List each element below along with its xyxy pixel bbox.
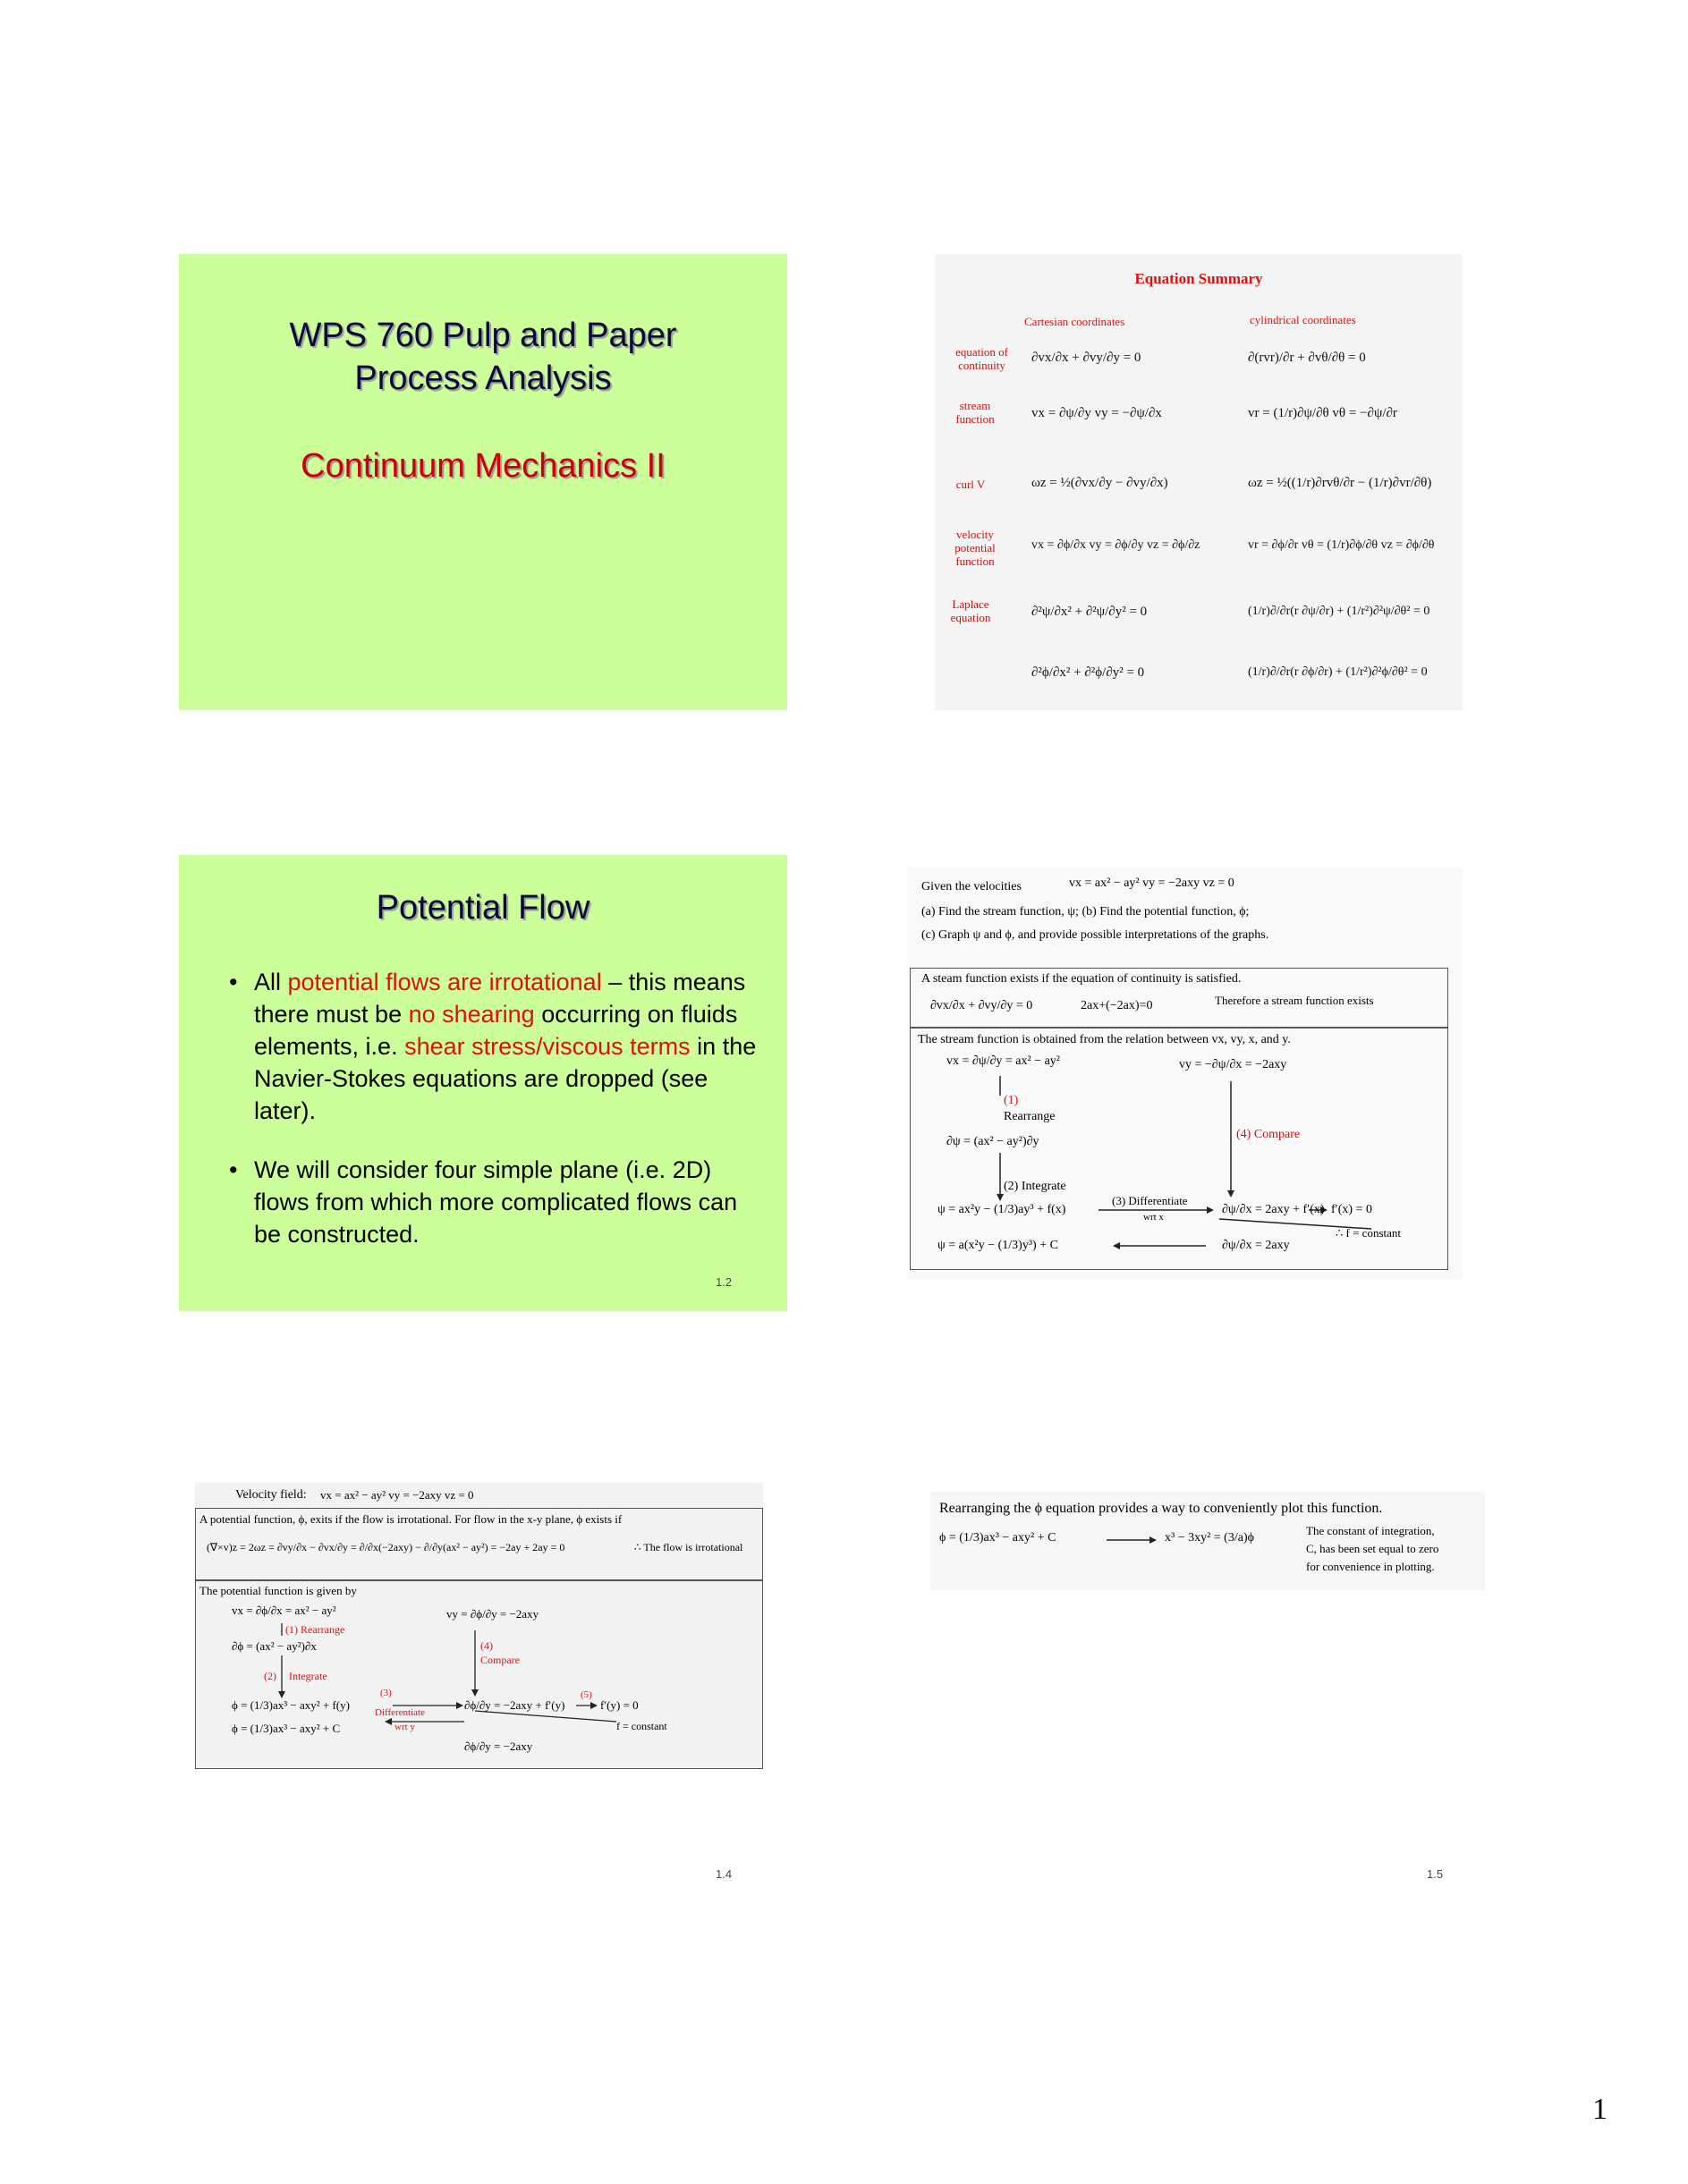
bullet1-part-g: in the Navier-Stokes equations are dropped (see later). <box>254 1033 757 1124</box>
plot-arrow <box>1105 1535 1158 1545</box>
course-title-line1: WPS 760 Pulp and Paper <box>289 317 677 354</box>
vx-stream-eq: vx = ∂ψ/∂y = ax² − ay² <box>946 1054 1060 1068</box>
lecture-subtitle: Continuum Mechanics II <box>301 447 666 485</box>
eq-potential-cylindrical: vr = ∂ϕ/∂r vθ = (1/r)∂ϕ/∂θ vz = ∂ϕ/∂θ <box>1248 538 1435 552</box>
eq-continuity-cartesian: ∂vx/∂x + ∂vy/∂y = 0 <box>1031 351 1141 365</box>
slide-page-number: 1.2 <box>716 1275 733 1289</box>
pstep2-label: Integrate <box>289 1670 327 1682</box>
row-label-continuity: equation of continuity <box>955 345 1008 372</box>
continuity-value: 2ax+(−2ax)=0 <box>1081 999 1153 1012</box>
derivation-box <box>910 1027 1448 1270</box>
relation-text: The stream function is obtained from the relation between vx, vy, x, and y. <box>918 1033 1291 1046</box>
col-header-cartesian: Cartesian coordinates <box>1024 315 1125 328</box>
phi-plot-eq: ϕ = (1/3)ax³ − axy² + C <box>939 1531 1056 1545</box>
step3-label: (3) Differentiate <box>1112 1194 1188 1207</box>
pstep3-num: (3) <box>380 1688 392 1698</box>
bullet-text-1 <box>254 966 757 1127</box>
bullet1-highlight-shear-stress: shear stress/viscous terms <box>404 1033 691 1060</box>
pstep1-label: (1) Rearrange <box>285 1623 345 1636</box>
phi-integrated-eq: ϕ = (1/3)ax³ − axy² + f(y) <box>232 1698 350 1712</box>
vy-potential-eq: vy = ∂ϕ/∂y = −2axy <box>446 1607 539 1621</box>
document-page-number: 1 <box>1592 2093 1607 2126</box>
bullet1-highlight-irrotational: potential flows are irrotational <box>287 969 602 995</box>
slide-page-number-15: 1.5 <box>1427 1867 1444 1881</box>
row-label-velocity-potential: velocity potential function <box>954 528 996 568</box>
given-velocities-eqs: vx = ax² − ay² vy = −2axy vz = 0 <box>1069 876 1234 890</box>
eq-stream-cylindrical: vr = (1/r)∂ψ/∂θ vθ = −∂ψ/∂r <box>1248 406 1397 420</box>
bullet-list <box>229 966 757 1250</box>
dpsi-eq: ∂ψ = (ax² − ay²)∂y <box>946 1135 1039 1148</box>
bullet1-part-e: occurring on fluids elements, i.e. <box>254 1001 738 1060</box>
bullet-dot: • <box>229 969 238 995</box>
pstep3-wrt: wrt y <box>394 1722 415 1732</box>
continuity-check-box <box>910 968 1448 1029</box>
bullet-item-1 <box>229 966 757 1127</box>
slide-page-number-14: 1.4 <box>716 1867 733 1881</box>
psi-integrated-eq: ψ = ax²y − (1/3)ay³ + f(x) <box>937 1203 1066 1216</box>
eq-continuity-cylindrical: ∂(rvr)/∂r + ∂vθ/∂θ = 0 <box>1248 351 1366 365</box>
rearranged-eq: x³ − 3xy² = (3/a)ϕ <box>1165 1531 1254 1545</box>
potential-flow-slide <box>179 855 787 1311</box>
rearranging-text: Rearranging the ϕ equation provides a way to conveniently plot this function. <box>939 1501 1383 1516</box>
note-line3: for convenience in plotting. <box>1306 1560 1435 1573</box>
col-header-cylindrical: cylindrical coordinates <box>1250 313 1356 326</box>
eq-laplace-psi-cartesian: ∂²ψ/∂x² + ∂²ψ/∂y² = 0 <box>1031 605 1148 619</box>
fprime-eq: f′(x) = 0 <box>1331 1203 1372 1216</box>
course-title-line2: Process Analysis <box>354 360 612 397</box>
velocity-field-eqs: vx = ax² − ay² vy = −2axy vz = 0 <box>320 1488 474 1502</box>
given-velocities-label: Given the velocities <box>921 880 1022 893</box>
potential-given-by: The potential function is given by <box>199 1584 357 1597</box>
dpsi-dx-final-eq: ∂ψ/∂x = 2axy <box>1222 1239 1290 1252</box>
step3-wrt: wrt x <box>1143 1212 1164 1223</box>
potential-function-slide <box>179 1449 787 1896</box>
stream-exists-text: A steam function exists if the equation of continuity is satisfied. <box>921 972 1242 986</box>
note-line2: C, has been set equal to zero <box>1306 1542 1439 1555</box>
potential-derivation-box <box>195 1579 763 1769</box>
potential-exists-text: A potential function, ϕ, exits if the flow is irrotational. For flow in the x-y plane, ϕ exists if <box>199 1512 623 1526</box>
row-label-stream-function: stream function <box>955 399 995 426</box>
bullet1-highlight-no-shearing: no shearing <box>408 1001 535 1028</box>
step2-label: (2) Integrate <box>1004 1180 1066 1193</box>
vy-stream-eq: vy = −∂ψ/∂x = −2axy <box>1179 1058 1287 1071</box>
title-slide <box>179 254 787 710</box>
equation-summary-slide <box>935 254 1463 710</box>
eq-laplace-psi-cylindrical: (1/r)∂/∂r(r ∂ψ/∂r) + (1/r²)∂²ψ/∂θ² = 0 <box>1248 605 1430 618</box>
continuity-eq: ∂vx/∂x + ∂vy/∂y = 0 <box>930 999 1033 1012</box>
irrotational-check-box <box>195 1508 763 1581</box>
therefore-text: Therefore a stream function exists <box>1215 994 1374 1007</box>
pstep5-num: (5) <box>581 1689 592 1700</box>
potential-example-panel <box>195 1483 763 1769</box>
eq-stream-cartesian: vx = ∂ψ/∂y vy = −∂ψ/∂x <box>1031 406 1162 420</box>
phi-final-eq: ϕ = (1/3)ax³ − axy² + C <box>232 1722 341 1735</box>
plotting-slide <box>908 1449 1516 1896</box>
step4-label: (4) Compare <box>1236 1128 1301 1141</box>
eq-laplace-phi-cylindrical: (1/r)∂/∂r(r ∂ϕ/∂r) + (1/r²)∂²ϕ/∂θ² = 0 <box>1248 665 1428 679</box>
row-label-laplace: Laplace equation <box>950 597 991 624</box>
plot-panel <box>930 1492 1485 1590</box>
curl-eq: (∇×v)z = 2ωz = ∂vy/∂x − ∂vx/∂y = ∂/∂x(−2axy) − ∂/∂y(ax² − ay²) = −2ay + 2ay = 0 <box>207 1541 565 1553</box>
fprime-y-eq: f′(y) = 0 <box>600 1698 639 1712</box>
bullet-item-2 <box>229 1154 757 1250</box>
flow-irrotational-note: ∴ The flow is irrotational <box>634 1541 743 1553</box>
bullet-text-2: We will consider four simple plane (i.e. 2D) flows from which more complicated flows can be constructed. <box>254 1156 738 1248</box>
row-label-curl: curl V <box>955 478 986 491</box>
psi-final-eq: ψ = a(x²y − (1/3)y³) + C <box>937 1239 1058 1252</box>
eq-curl-cylindrical: ωz = ½((1/r)∂rvθ/∂r − (1/r)∂vr/∂θ) <box>1248 476 1432 490</box>
step1-num: (1) <box>1004 1094 1019 1107</box>
bullet-dot: • <box>229 1156 238 1183</box>
potential-flow-title: Potential Flow <box>376 889 590 927</box>
note-line1: The constant of integration, <box>1306 1524 1435 1537</box>
stream-function-slide <box>908 868 1463 1279</box>
eq-potential-cartesian: vx = ∂ϕ/∂x vy = ∂ϕ/∂y vz = ∂ϕ/∂z <box>1031 538 1200 552</box>
pstep4-num: (4) <box>480 1639 493 1652</box>
f-constant-y: f = constant <box>616 1720 667 1732</box>
task-ab: (a) Find the stream function, ψ; (b) Find the potential function, ϕ; <box>921 905 1250 918</box>
pstep2-num: (2) <box>264 1670 276 1682</box>
eq-laplace-phi-cartesian: ∂²ϕ/∂x² + ∂²ϕ/∂y² = 0 <box>1031 665 1145 680</box>
dphi-dy-final-eq: ∂ϕ/∂y = −2axy <box>464 1740 533 1753</box>
pstep4-label: Compare <box>480 1654 520 1666</box>
pstep3-label: Differentiate <box>375 1707 425 1718</box>
step1-label: Rearrange <box>1004 1110 1056 1123</box>
dphi-dy-eq: ∂ϕ/∂y = −2axy + f′(y) <box>464 1698 565 1712</box>
dphi-eq: ∂ϕ = (ax² − ay²)∂x <box>232 1639 317 1653</box>
bullet1-part-c: – this means there must be <box>254 969 746 1028</box>
eq-curl-cartesian: ωz = ½(∂vx/∂y − ∂vy/∂x) <box>1031 476 1168 490</box>
velocity-field-label: Velocity field: <box>235 1488 307 1502</box>
f-constant: ∴ f = constant <box>1336 1226 1402 1240</box>
vx-potential-eq: vx = ∂ϕ/∂x = ax² − ay² <box>232 1604 336 1617</box>
bullet1-part-a: All <box>254 969 288 995</box>
dpsi-dx-eq: ∂ψ/∂x = 2axy + f′(x) <box>1222 1203 1325 1216</box>
equation-summary-title: Equation Summary <box>1134 270 1263 287</box>
task-c: (c) Graph ψ and ϕ, and provide possible interpretations of the graphs. <box>921 928 1269 942</box>
